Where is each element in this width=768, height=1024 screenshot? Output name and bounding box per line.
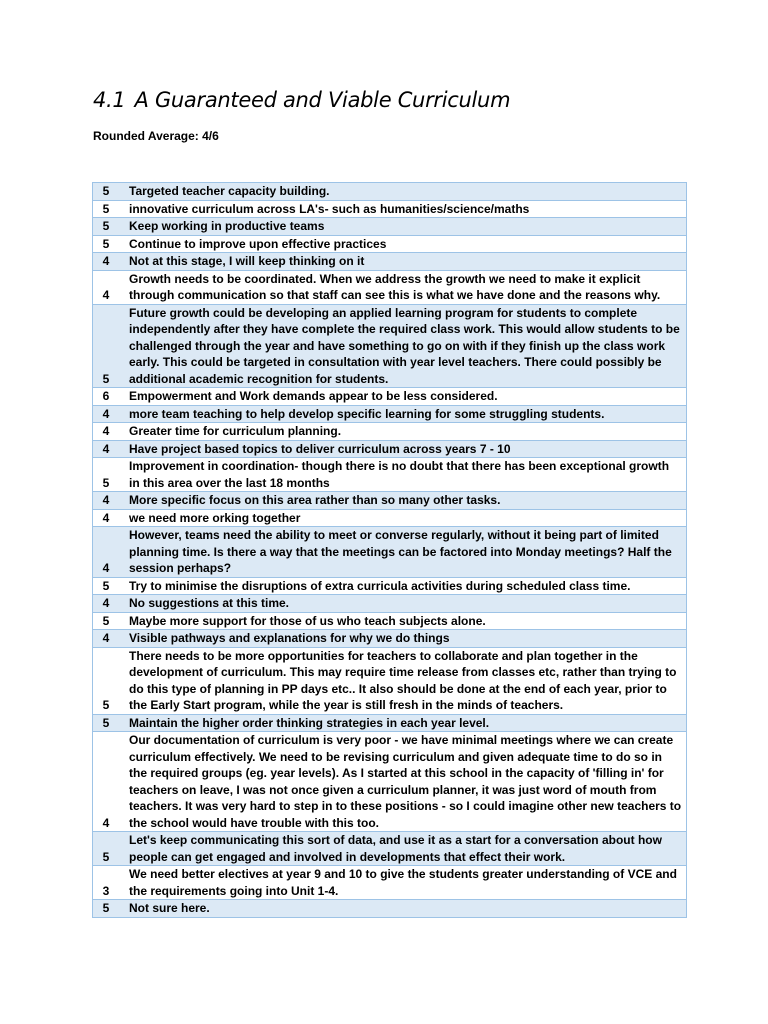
response-comment: Keep working in productive teams xyxy=(123,218,687,236)
section-number: 4.1 xyxy=(93,88,126,112)
response-score: 5 xyxy=(93,304,124,388)
table-row xyxy=(93,235,687,253)
response-score: 5 xyxy=(93,218,124,236)
table-row xyxy=(93,630,687,648)
section-title: A Guaranteed and Viable Curriculum xyxy=(134,88,511,112)
response-comment: Greater time for curriculum planning. xyxy=(123,423,687,441)
table-row xyxy=(93,440,687,458)
response-score: 5 xyxy=(93,612,124,630)
table-row xyxy=(93,253,687,271)
response-score: 4 xyxy=(93,595,124,613)
response-score: 5 xyxy=(93,458,124,492)
response-comment: Continue to improve upon effective practices xyxy=(123,235,687,253)
table-row xyxy=(93,492,687,510)
response-comment: Maintain the higher order thinking strategies in each year level. xyxy=(123,714,687,732)
response-comment: Improvement in coordination- though there is no doubt that there has been exceptional growth in this area over the last 18 months xyxy=(123,458,687,492)
rounded-average: Rounded Average: 4/6 xyxy=(93,129,219,143)
table-row xyxy=(93,405,687,423)
table-row xyxy=(93,458,687,492)
table-row xyxy=(93,714,687,732)
response-comment: innovative curriculum across LA's- such as humanities/science/maths xyxy=(123,200,687,218)
response-comment: We need better electives at year 9 and 10 to give the students greater understanding of VCE and the requirements going into Unit 1-4. xyxy=(123,866,687,900)
response-score: 4 xyxy=(93,270,124,304)
response-score: 5 xyxy=(93,183,124,201)
response-comment: Let's keep communicating this sort of data, and use it as a start for a conversation about how people can get engaged and involved in developments that effect their work. xyxy=(123,832,687,866)
response-score: 5 xyxy=(93,714,124,732)
response-comment: However, teams need the ability to meet or converse regularly, without it being part of limited planning time. Is there a way that the meetings can be factored into Monday meetings? Half the session perhaps? xyxy=(123,527,687,578)
response-score: 5 xyxy=(93,647,124,714)
response-score: 6 xyxy=(93,388,124,406)
page-title xyxy=(93,88,510,112)
table-row xyxy=(93,900,687,918)
response-comment: Try to minimise the disruptions of extra curricula activities during scheduled class time. xyxy=(123,577,687,595)
response-score: 4 xyxy=(93,492,124,510)
responses-table-body xyxy=(93,183,687,918)
response-comment: No suggestions at this time. xyxy=(123,595,687,613)
response-score: 4 xyxy=(93,509,124,527)
response-score: 5 xyxy=(93,832,124,866)
table-row xyxy=(93,577,687,595)
response-comment: Not sure here. xyxy=(123,900,687,918)
response-score: 5 xyxy=(93,900,124,918)
table-row xyxy=(93,183,687,201)
table-row xyxy=(93,732,687,832)
response-comment: Future growth could be developing an applied learning program for students to complete independently after they have complete the required class work. This would allow students to be challenged through the year and have something to go on with if they finish up the class work early. This could be targeted in consultation with year level teachers. There could possibly be additional academic recognition for students. xyxy=(123,304,687,388)
table-row xyxy=(93,304,687,388)
table-row xyxy=(93,612,687,630)
table-row xyxy=(93,832,687,866)
response-score: 5 xyxy=(93,577,124,595)
response-score: 4 xyxy=(93,732,124,832)
response-comment: Targeted teacher capacity building. xyxy=(123,183,687,201)
response-score: 3 xyxy=(93,866,124,900)
response-score: 5 xyxy=(93,200,124,218)
response-score: 4 xyxy=(93,405,124,423)
table-row xyxy=(93,866,687,900)
response-comment: Maybe more support for those of us who teach subjects alone. xyxy=(123,612,687,630)
table-row xyxy=(93,647,687,714)
table-row xyxy=(93,270,687,304)
response-score: 4 xyxy=(93,423,124,441)
response-comment: More specific focus on this area rather than so many other tasks. xyxy=(123,492,687,510)
response-comment: There needs to be more opportunities for teachers to collaborate and plan together in the development of curriculum. This may require time release from classes etc, rather than trying to do this type of planning in PP days etc.. It also should be done at the end of each year, prior to the Early Start program, while the year is still fresh in the minds of teachers. xyxy=(123,647,687,714)
response-score: 5 xyxy=(93,235,124,253)
table-row xyxy=(93,509,687,527)
response-comment: Our documentation of curriculum is very poor - we have minimal meetings where we can create curriculum effectively. We need to be revising curriculum and given adequate time to do so in the required groups (eg. year levels). As I started at this school in the capacity of 'filling in' for teachers on leave, I was not once given a curriculum planner, it was just word of mouth from teachers. It was very hard to step in to these positions - so I could imagine other new teachers to the school would have trouble with this too. xyxy=(123,732,687,832)
table-row xyxy=(93,388,687,406)
response-comment: Empowerment and Work demands appear to be less considered. xyxy=(123,388,687,406)
response-score: 4 xyxy=(93,253,124,271)
response-score: 4 xyxy=(93,440,124,458)
table-row xyxy=(93,527,687,578)
table-row xyxy=(93,200,687,218)
response-comment: Visible pathways and explanations for why we do things xyxy=(123,630,687,648)
response-comment: we need more orking together xyxy=(123,509,687,527)
response-score: 4 xyxy=(93,630,124,648)
table-row xyxy=(93,218,687,236)
response-comment: Growth needs to be coordinated. When we address the growth we need to make it explicit through communication so that staff can see this is what we have done and the reasons why. xyxy=(123,270,687,304)
responses-table xyxy=(92,182,687,918)
response-comment: Have project based topics to deliver curriculum across years 7 - 10 xyxy=(123,440,687,458)
response-comment: more team teaching to help develop specific learning for some struggling students. xyxy=(123,405,687,423)
table-row xyxy=(93,595,687,613)
table-row xyxy=(93,423,687,441)
response-score: 4 xyxy=(93,527,124,578)
response-comment: Not at this stage, I will keep thinking on it xyxy=(123,253,687,271)
